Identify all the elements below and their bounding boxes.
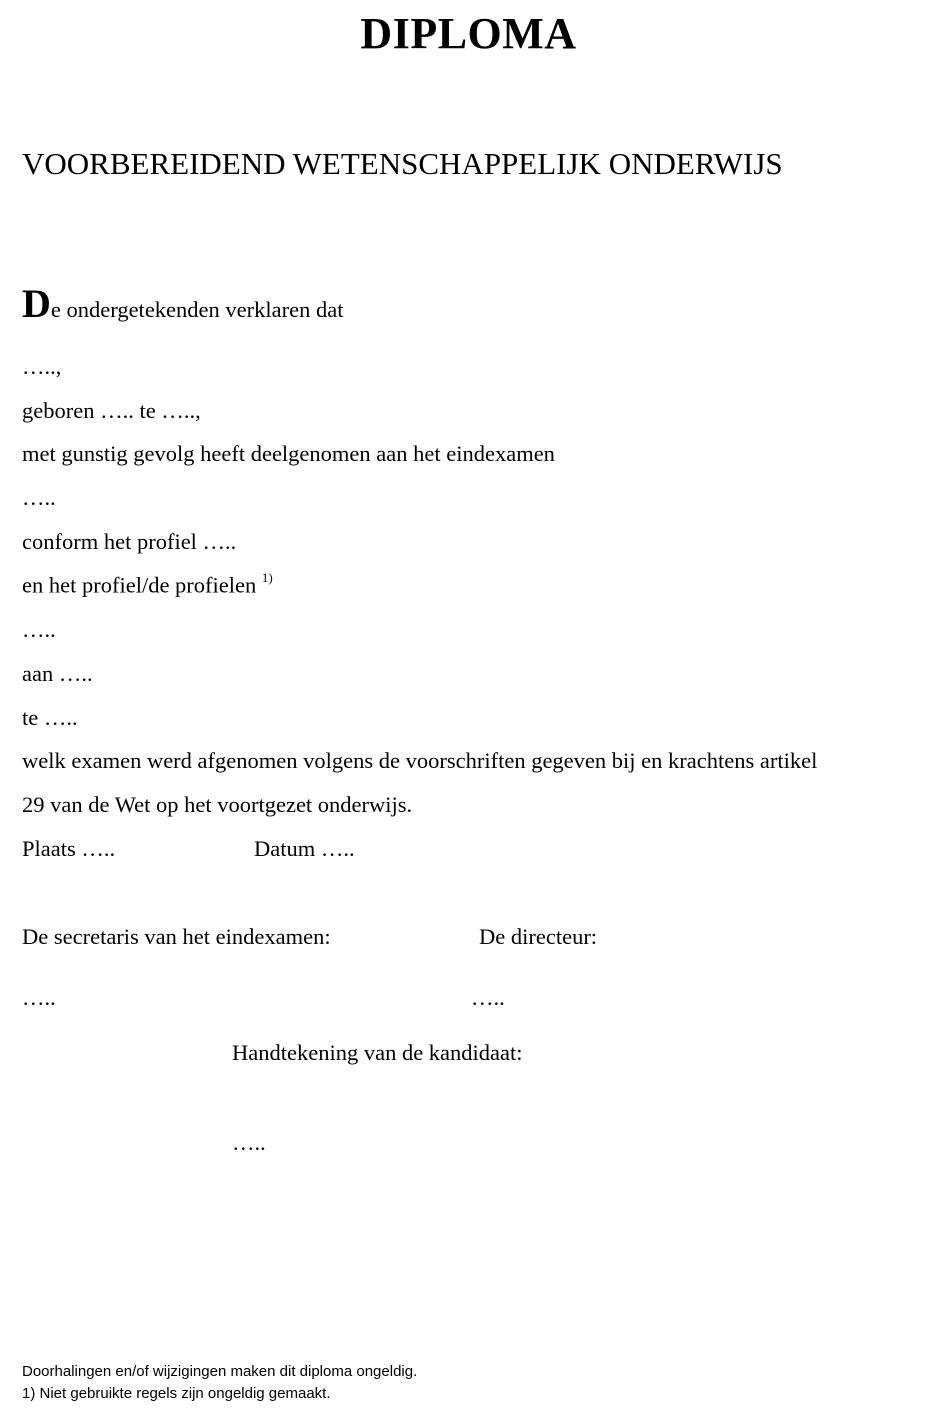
school-line: aan …..	[22, 661, 93, 686]
director-signature-placeholder: …..	[471, 985, 505, 1010]
date-field: Datum …..	[254, 836, 355, 861]
footnote-marker: 1)	[261, 570, 273, 585]
school-place-line: te …..	[22, 705, 78, 730]
regulations-line-1: welk examen werd afgenomen volgens de voorschriften gegeven bij en krachtens artikel	[22, 748, 818, 773]
exam-result-line: met gunstig gevolg heeft deelgenomen aan het eindexamen	[22, 441, 555, 466]
profile-line: conform het profiel …..	[22, 529, 237, 554]
profiles-placeholder: …..	[22, 617, 56, 642]
place-field: Plaats …..	[22, 836, 116, 861]
diploma-title: DIPLOMA	[360, 9, 577, 58]
intro-statement	[22, 281, 344, 326]
education-type-heading: VOORBEREIDEND WETENSCHAPPELIJK ONDERWIJS	[22, 146, 783, 181]
footnote-1: 1) Niet gebruikte regels zijn ongeldig gemaakt.	[22, 1385, 331, 1402]
director-label: De directeur:	[479, 924, 598, 949]
birth-line: geboren ….. te …..,	[22, 398, 201, 423]
invalidation-note: Doorhalingen en/of wijzigingen maken dit diploma ongeldig.	[22, 1363, 418, 1380]
candidate-signature-placeholder: …..	[232, 1130, 266, 1155]
profiles-label: en het profiel/de profielen	[22, 572, 257, 598]
candidate-name-placeholder: …..,	[22, 354, 62, 379]
secretary-label: De secretaris van het eindexamen:	[22, 924, 331, 949]
intro-text: e ondergetekenden verklaren dat	[50, 297, 344, 322]
intro-drop-cap: D	[22, 281, 51, 326]
secretary-signature-placeholder: …..	[22, 985, 56, 1010]
profiles-line	[22, 572, 273, 599]
regulations-line-2: 29 van de Wet op het voortgezet onderwijs.	[22, 792, 413, 817]
candidate-signature-label: Handtekening van de kandidaat:	[232, 1040, 523, 1065]
exam-type-placeholder: …..	[22, 485, 56, 510]
